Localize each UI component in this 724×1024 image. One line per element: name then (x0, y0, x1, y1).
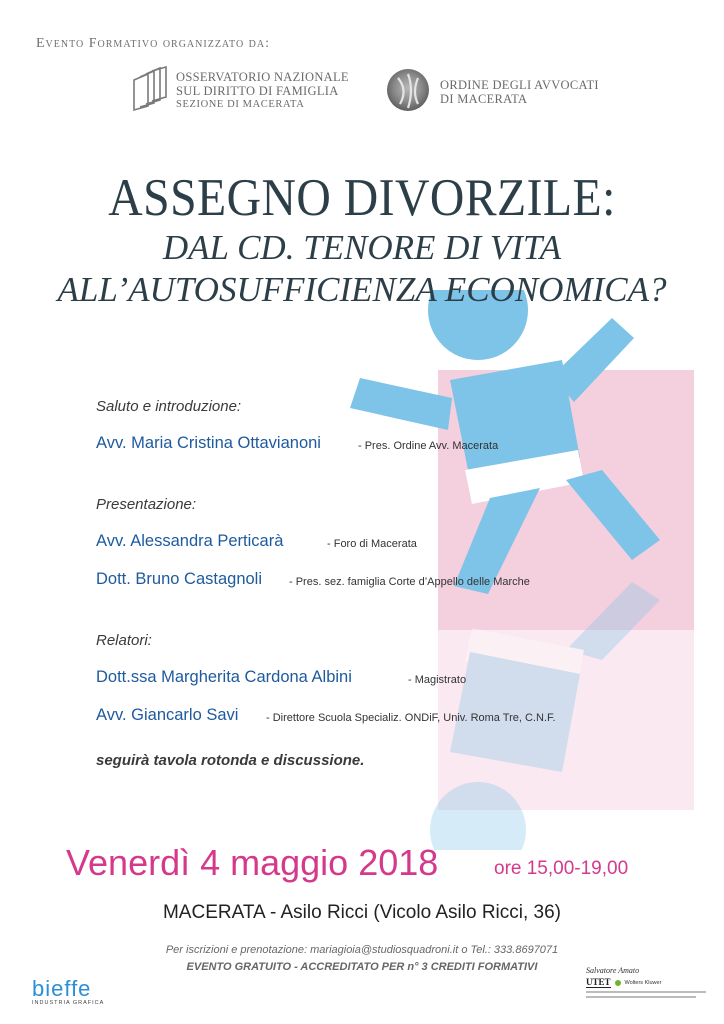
speakers-section-label: Relatori: (96, 632, 152, 649)
registration-info: Per iscrizioni e prenotazione: mariagioia@studiosquadroni.it o Tel.: 333.8697071 (165, 944, 559, 956)
event-date: Venerdì 4 maggio 2018 (66, 842, 439, 883)
rel-speaker-1: Dott.ssa Margherita Cardona Albini (96, 668, 352, 686)
bar-association-seal-icon (386, 68, 430, 112)
closing-note: seguirà tavola rotonda e discussione. (96, 752, 365, 769)
sponsor-brand-wk: Wolters Kluwer (624, 979, 662, 986)
organizer-label: Evento Formativo organizzato da: (36, 36, 271, 51)
sponsor-signature: Salvatore Amato (586, 966, 640, 975)
child-figure-illustration (330, 290, 724, 850)
rel-speaker-2-role: - Direttore Scuola Specializ. ONDiF, Univ. Roma Tre, C.N.F. (266, 712, 556, 724)
observatory-line2: SUL DIRITTO DI FAMIGLIA (176, 84, 339, 98)
observatory-logo-text (176, 70, 349, 112)
rel-speaker-2: Avv. Giancarlo Savi (96, 706, 239, 724)
bar-association-line2: DI MACERATA (440, 92, 528, 106)
printer-subtitle: INDUSTRIA GRAFICA (32, 1000, 105, 1006)
printer-web-line (32, 1008, 104, 1013)
sponsor-fineprint-line (586, 991, 706, 993)
sponsor-block (586, 966, 716, 1018)
intro-speaker-role: - Pres. Ordine Avv. Macerata (358, 440, 499, 452)
presentation-section-label: Presentazione: (96, 496, 197, 513)
credits-info: EVENTO GRATUITO - ACCREDITATO PER n° 3 CREDITI FORMATIVI (186, 961, 538, 973)
books-logo-icon (130, 66, 170, 112)
intro-section-label: Saluto e introduzione: (96, 398, 242, 415)
main-title: ASSEGNO DIVORZILE: (108, 169, 616, 227)
rel-speaker-1-role: - Magistrato (408, 674, 467, 686)
event-time: ore 15,00-19,00 (494, 858, 629, 879)
observatory-line1: OSSERVATORIO NAZIONALE (176, 70, 349, 84)
presentation-speaker-1: Avv. Alessandra Perticarà (96, 532, 284, 550)
event-venue: MACERATA - Asilo Ricci (Vicolo Asilo Ricci, 36) (162, 902, 562, 923)
presentation-speaker-2-role: - Pres. sez. famiglia Corte d’Appello delle Marche (289, 576, 530, 588)
subtitle-line2: ALL’AUTOSUFFICIENZA ECONOMICA? (57, 270, 667, 309)
sponsor-fineprint-line (586, 996, 696, 998)
wolters-kluwer-icon (615, 980, 621, 986)
bar-association-line1: ORDINE DEGLI AVVOCATI (440, 78, 599, 92)
presentation-speaker-2: Dott. Bruno Castagnoli (96, 570, 263, 588)
printer-logo (32, 976, 104, 1013)
subtitle-line1: DAL CD. TENORE DI VITA (162, 228, 562, 267)
bar-association-text (440, 78, 599, 106)
sponsor-brand-utet: UTET (586, 977, 611, 987)
printer-name: bieffe (32, 976, 92, 1001)
observatory-line3: SEZIONE DI MACERATA (176, 99, 305, 110)
intro-speaker: Avv. Maria Cristina Ottavianoni (96, 434, 321, 452)
presentation-speaker-1-role: - Foro di Macerata (327, 538, 417, 550)
